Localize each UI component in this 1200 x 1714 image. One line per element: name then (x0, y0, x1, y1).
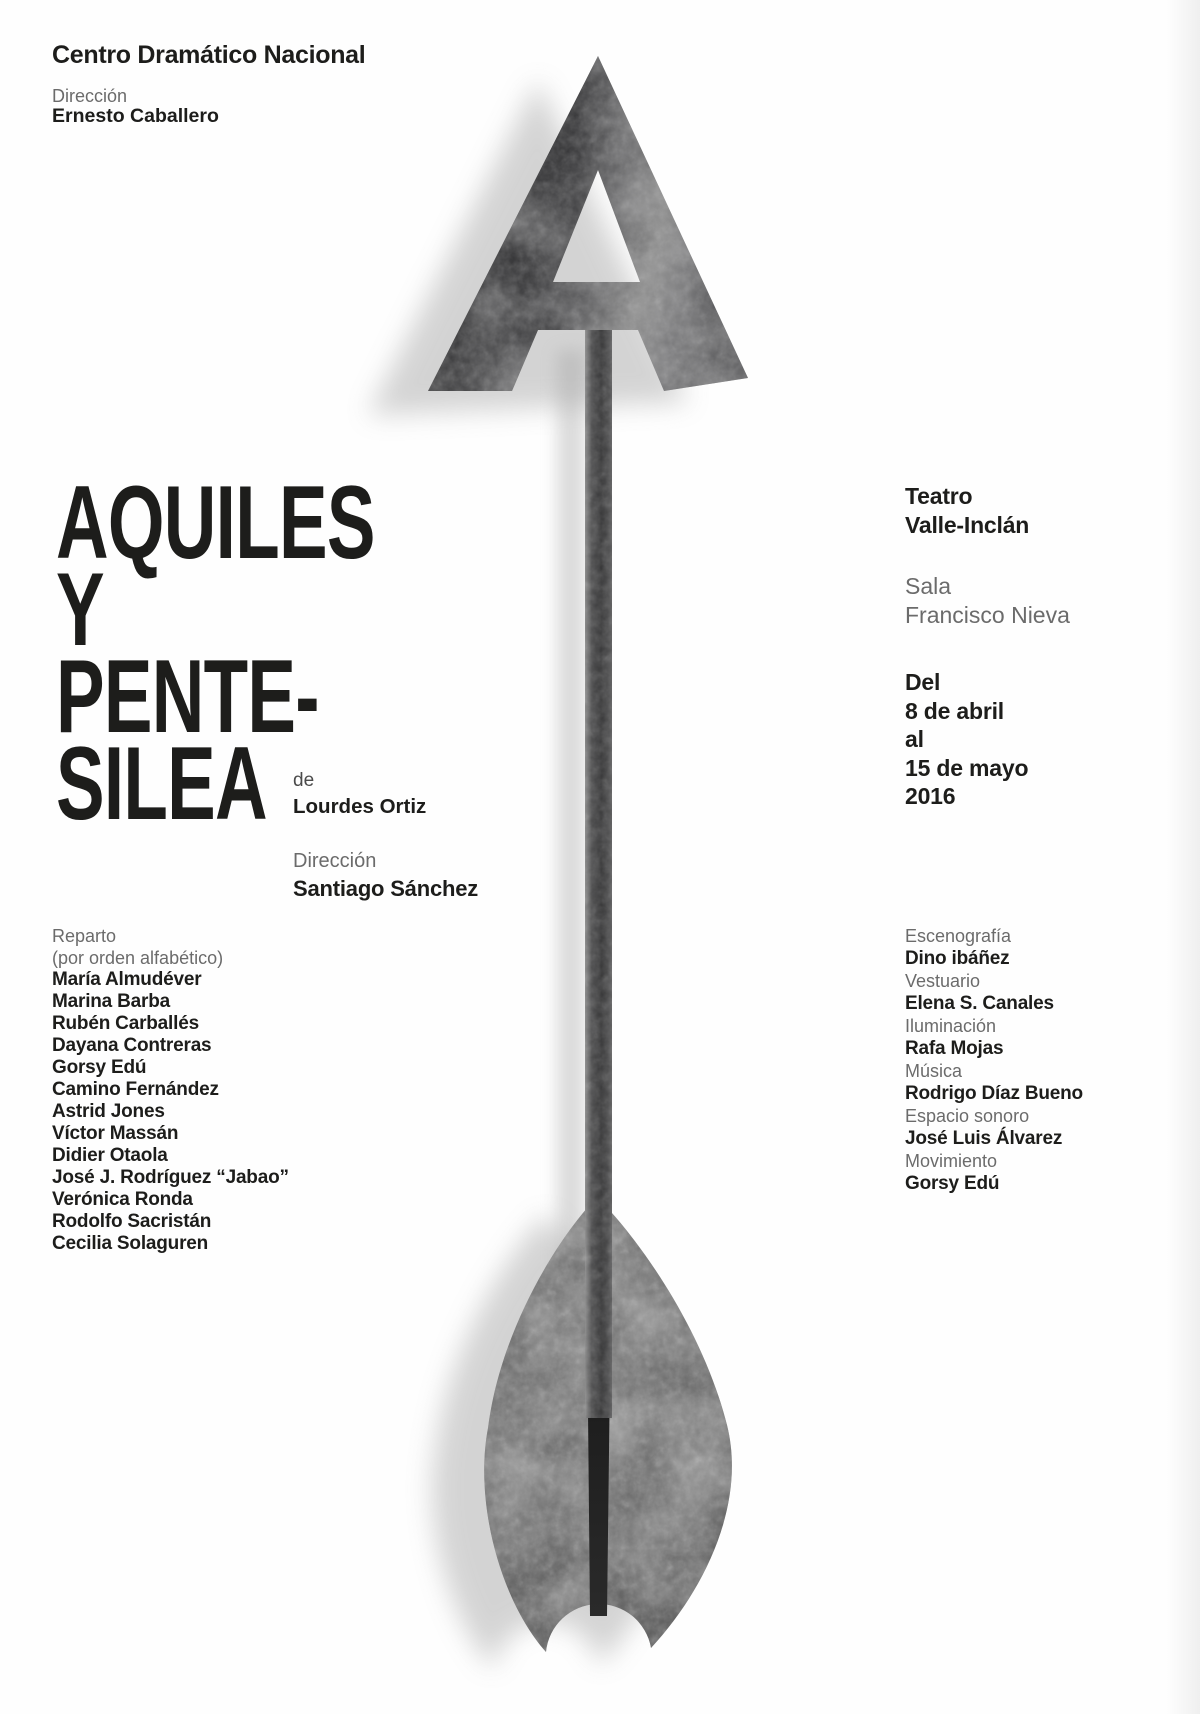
date-line: 8 de abril (905, 697, 1004, 724)
crew-role: Música (905, 1061, 963, 1081)
show-title (56, 465, 504, 842)
cast-member: Víctor Massán (52, 1123, 179, 1144)
author-label: de (293, 770, 315, 791)
crew-name: Rodrigo Díaz Bueno (905, 1082, 1083, 1104)
date-line: Del (905, 669, 941, 695)
organization-name: Centro Dramático Nacional (52, 41, 366, 69)
crew-role: Vestuario (905, 971, 981, 991)
title-line: AQUILES (56, 465, 375, 581)
date-line: al (905, 726, 924, 752)
hall-label: Sala (905, 573, 952, 599)
org-direction-label: Dirección (52, 86, 128, 106)
arrow-shaft-grain (585, 326, 612, 1418)
cast-member: Gorsy Edú (52, 1057, 147, 1078)
crew-list (905, 925, 1083, 1195)
cast-member: Marina Barba (52, 991, 170, 1012)
cast-list (52, 925, 289, 1255)
author-byline (293, 769, 426, 820)
cast-member: María Almudéver (52, 969, 202, 990)
performance-dates (905, 668, 1028, 811)
crew-name: Gorsy Edú (905, 1172, 1000, 1194)
cast-order-note: (por orden alfabético) (52, 948, 224, 968)
stage-direction-label: Dirección (293, 850, 377, 872)
hall-line: Francisco Nieva (905, 602, 1070, 628)
title-line: PENTE- (56, 639, 319, 755)
crew-role: Iluminación (905, 1016, 997, 1036)
cast-member: Rubén Carballés (52, 1013, 199, 1034)
date-line: 15 de mayo (905, 754, 1029, 781)
crew-role: Escenografía (905, 926, 1012, 946)
crew-role: Espacio sonoro (905, 1106, 1030, 1126)
cast-member: Verónica Ronda (52, 1189, 193, 1210)
venue-name (905, 482, 1029, 540)
crew-name: Rafa Mojas (905, 1037, 1004, 1059)
title-line: SILEA (56, 726, 267, 842)
author-name: Lourdes Ortiz (293, 795, 427, 818)
venue-line: Valle-Inclán (905, 512, 1030, 538)
cast-member: Dayana Contreras (52, 1035, 212, 1056)
cast-member: Cecilia Solaguren (52, 1233, 209, 1254)
cast-member: Astrid Jones (52, 1101, 165, 1122)
title-line: Y (56, 552, 104, 668)
stage-direction (293, 848, 478, 903)
crew-name: José Luis Álvarez (905, 1127, 1063, 1149)
stage-director-name: Santiago Sánchez (293, 876, 479, 901)
venue-line: Teatro (905, 483, 973, 509)
org-director-name: Ernesto Caballero (52, 105, 219, 127)
cast-member: Camino Fernández (52, 1079, 219, 1100)
cast-member: Rodolfo Sacristán (52, 1211, 212, 1232)
crew-name: Dino ibáñez (905, 947, 1010, 969)
crew-role: Movimiento (905, 1151, 998, 1171)
cast-label: Reparto (52, 926, 117, 946)
date-line: 2016 (905, 783, 956, 809)
cast-member: Didier Otaola (52, 1145, 168, 1166)
cast-member: José J. Rodríguez “Jabao” (52, 1167, 289, 1188)
crew-name: Elena S. Canales (905, 992, 1054, 1014)
hall-name (905, 572, 1070, 630)
